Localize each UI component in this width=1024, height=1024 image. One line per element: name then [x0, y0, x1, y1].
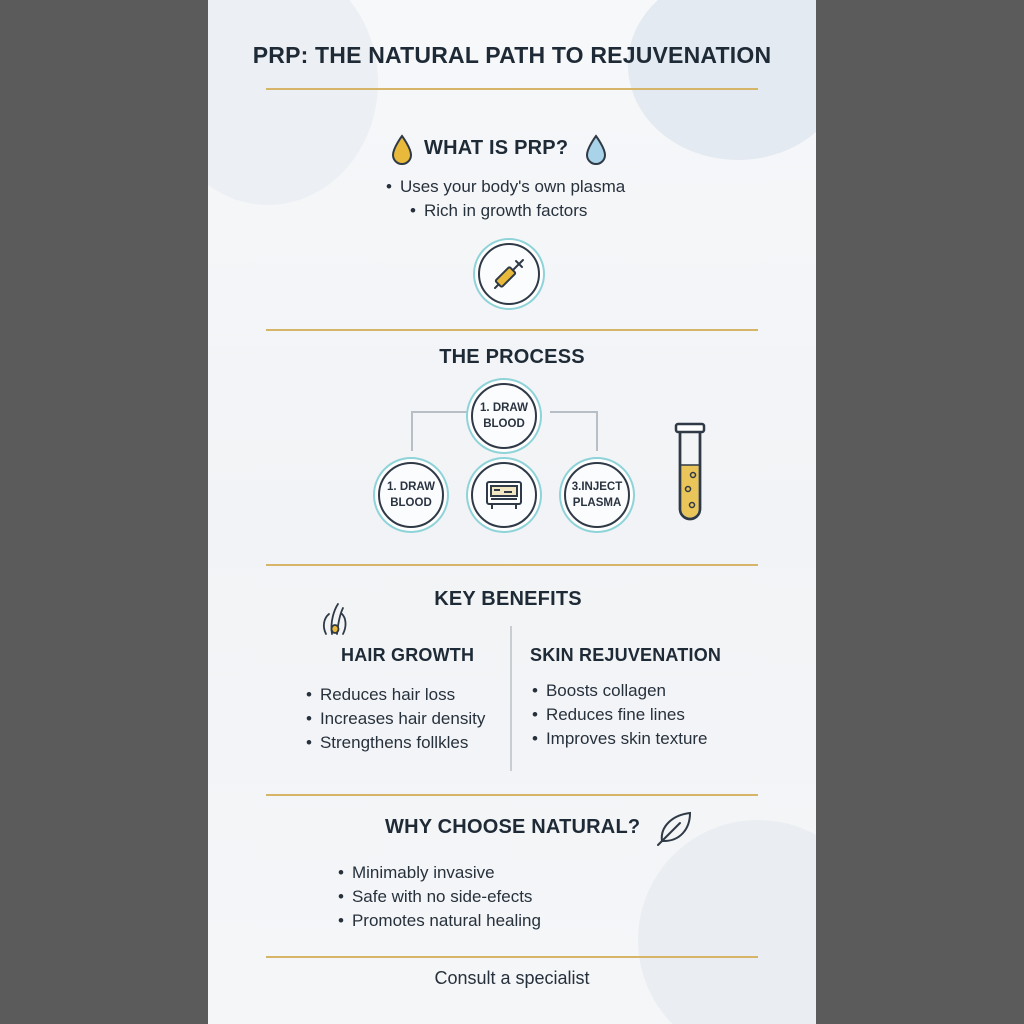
- list-item: • Rich in growth factors: [386, 199, 625, 223]
- list-item: • Improves skin texture: [532, 727, 708, 751]
- what-is-list: [386, 175, 625, 223]
- process-heading: THE PROCESS: [439, 346, 585, 368]
- step-label: 1. DRAW BLOOD: [480, 402, 528, 430]
- list-item: • Safe with no side-efects: [338, 885, 541, 909]
- syringe-badge: [478, 243, 540, 305]
- section-divider: [266, 564, 758, 566]
- drop-icon: [390, 134, 414, 166]
- list-item: • Promotes natural healing: [338, 909, 541, 933]
- benefits-heading: KEY BENEFITS: [434, 588, 582, 610]
- connector-line: [411, 411, 413, 451]
- process-step-3: [564, 462, 630, 528]
- background-blob: [638, 820, 816, 1024]
- list-item: • Uses your body's own plasma: [386, 175, 625, 199]
- connector-line: [596, 411, 598, 451]
- list-item: • Increases hair density: [306, 707, 485, 731]
- footer-text: Consult a specialist: [434, 968, 590, 988]
- drop-icon: [584, 134, 608, 166]
- list-item: • Minimably invasive: [338, 861, 541, 885]
- column-separator: [510, 626, 512, 771]
- connector-line: [550, 411, 598, 413]
- section-divider: [266, 88, 758, 90]
- skin-heading: SKIN REJUVENATION: [530, 645, 722, 665]
- natural-heading: WHY CHOOSE NATURAL?: [385, 816, 641, 838]
- connector-line: [411, 411, 471, 413]
- section-divider: [266, 329, 758, 331]
- hair-list: [306, 683, 485, 755]
- background-blob: [208, 0, 378, 205]
- page-title: PRP: THE NATURAL PATH TO REJUVENATION: [252, 42, 772, 68]
- list-item: • Reduces fine lines: [532, 703, 708, 727]
- list-item: • Strengthens follkles: [306, 731, 485, 755]
- hair-follicle-icon: [318, 600, 352, 636]
- leaf-icon: [654, 809, 696, 847]
- list-item: • Reduces hair loss: [306, 683, 485, 707]
- what-is-heading: WHAT IS PRP?: [424, 137, 569, 159]
- syringe-icon: [489, 254, 529, 294]
- step-label: 3.INJECT PLASMA: [571, 481, 623, 509]
- process-step-2: [471, 462, 537, 528]
- skin-list: [532, 679, 708, 751]
- process-step-1: [378, 462, 444, 528]
- process-step-top: [471, 383, 537, 449]
- hair-heading: HAIR GROWTH: [341, 645, 475, 665]
- background-blob: [628, 0, 816, 160]
- infographic-page: [208, 0, 816, 1024]
- natural-list: [338, 861, 541, 933]
- section-divider: [266, 956, 758, 958]
- test-tube-icon: [670, 421, 710, 527]
- centrifuge-icon: [484, 478, 524, 512]
- section-divider: [266, 794, 758, 796]
- list-item: • Boosts collagen: [532, 679, 708, 703]
- step-label: 1. DRAW BLOOD: [387, 481, 435, 509]
